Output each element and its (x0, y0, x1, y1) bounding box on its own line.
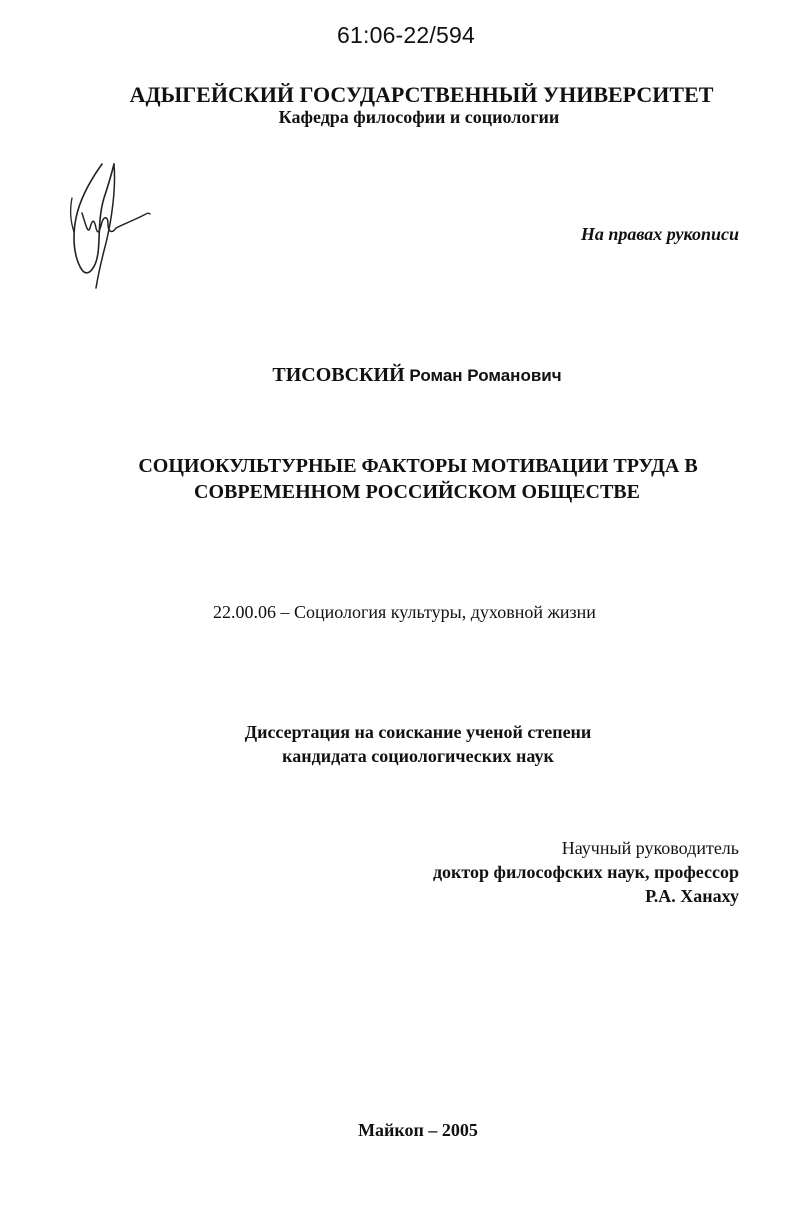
supervisor-degree: доктор философских наук, профессор (432, 862, 739, 882)
dissertation-title-line-2: СОВРЕМЕННОМ РОССИЙСКОМ ОБЩЕСТВЕ (194, 481, 640, 503)
supervisor-name: Р.А. Ханаху (645, 886, 739, 906)
author-given-names: Роман Романович (409, 366, 562, 385)
handwritten-signature-icon (62, 158, 162, 293)
degree-statement-line-2: кандидата социологических наук (282, 746, 554, 766)
specialty-code: 22.00.06 – Социология культуры, духовной жизни (213, 602, 596, 622)
manuscript-rights-note: На правах рукописи (580, 224, 739, 244)
degree-statement-line-1: Диссертация на соискание ученой степени (244, 722, 592, 742)
author-name (0, 364, 796, 387)
university-name: АДЫГЕЙСКИЙ ГОСУДАРСТВЕННЫЙ УНИВЕРСИТЕТ (129, 82, 714, 107)
archive-stamp-number: 61:06-22/594 (337, 22, 475, 48)
author-surname: ТИСОВСКИЙ (272, 364, 405, 386)
supervisor-role: Научный руководитель (561, 838, 739, 858)
city-and-year: Майкоп – 2005 (358, 1120, 478, 1140)
dissertation-title-line-1: СОЦИОКУЛЬТУРНЫЕ ФАКТОРЫ МОТИВАЦИИ ТРУДА В (138, 455, 698, 477)
department-name: Кафедра философии и социологии (278, 107, 560, 127)
